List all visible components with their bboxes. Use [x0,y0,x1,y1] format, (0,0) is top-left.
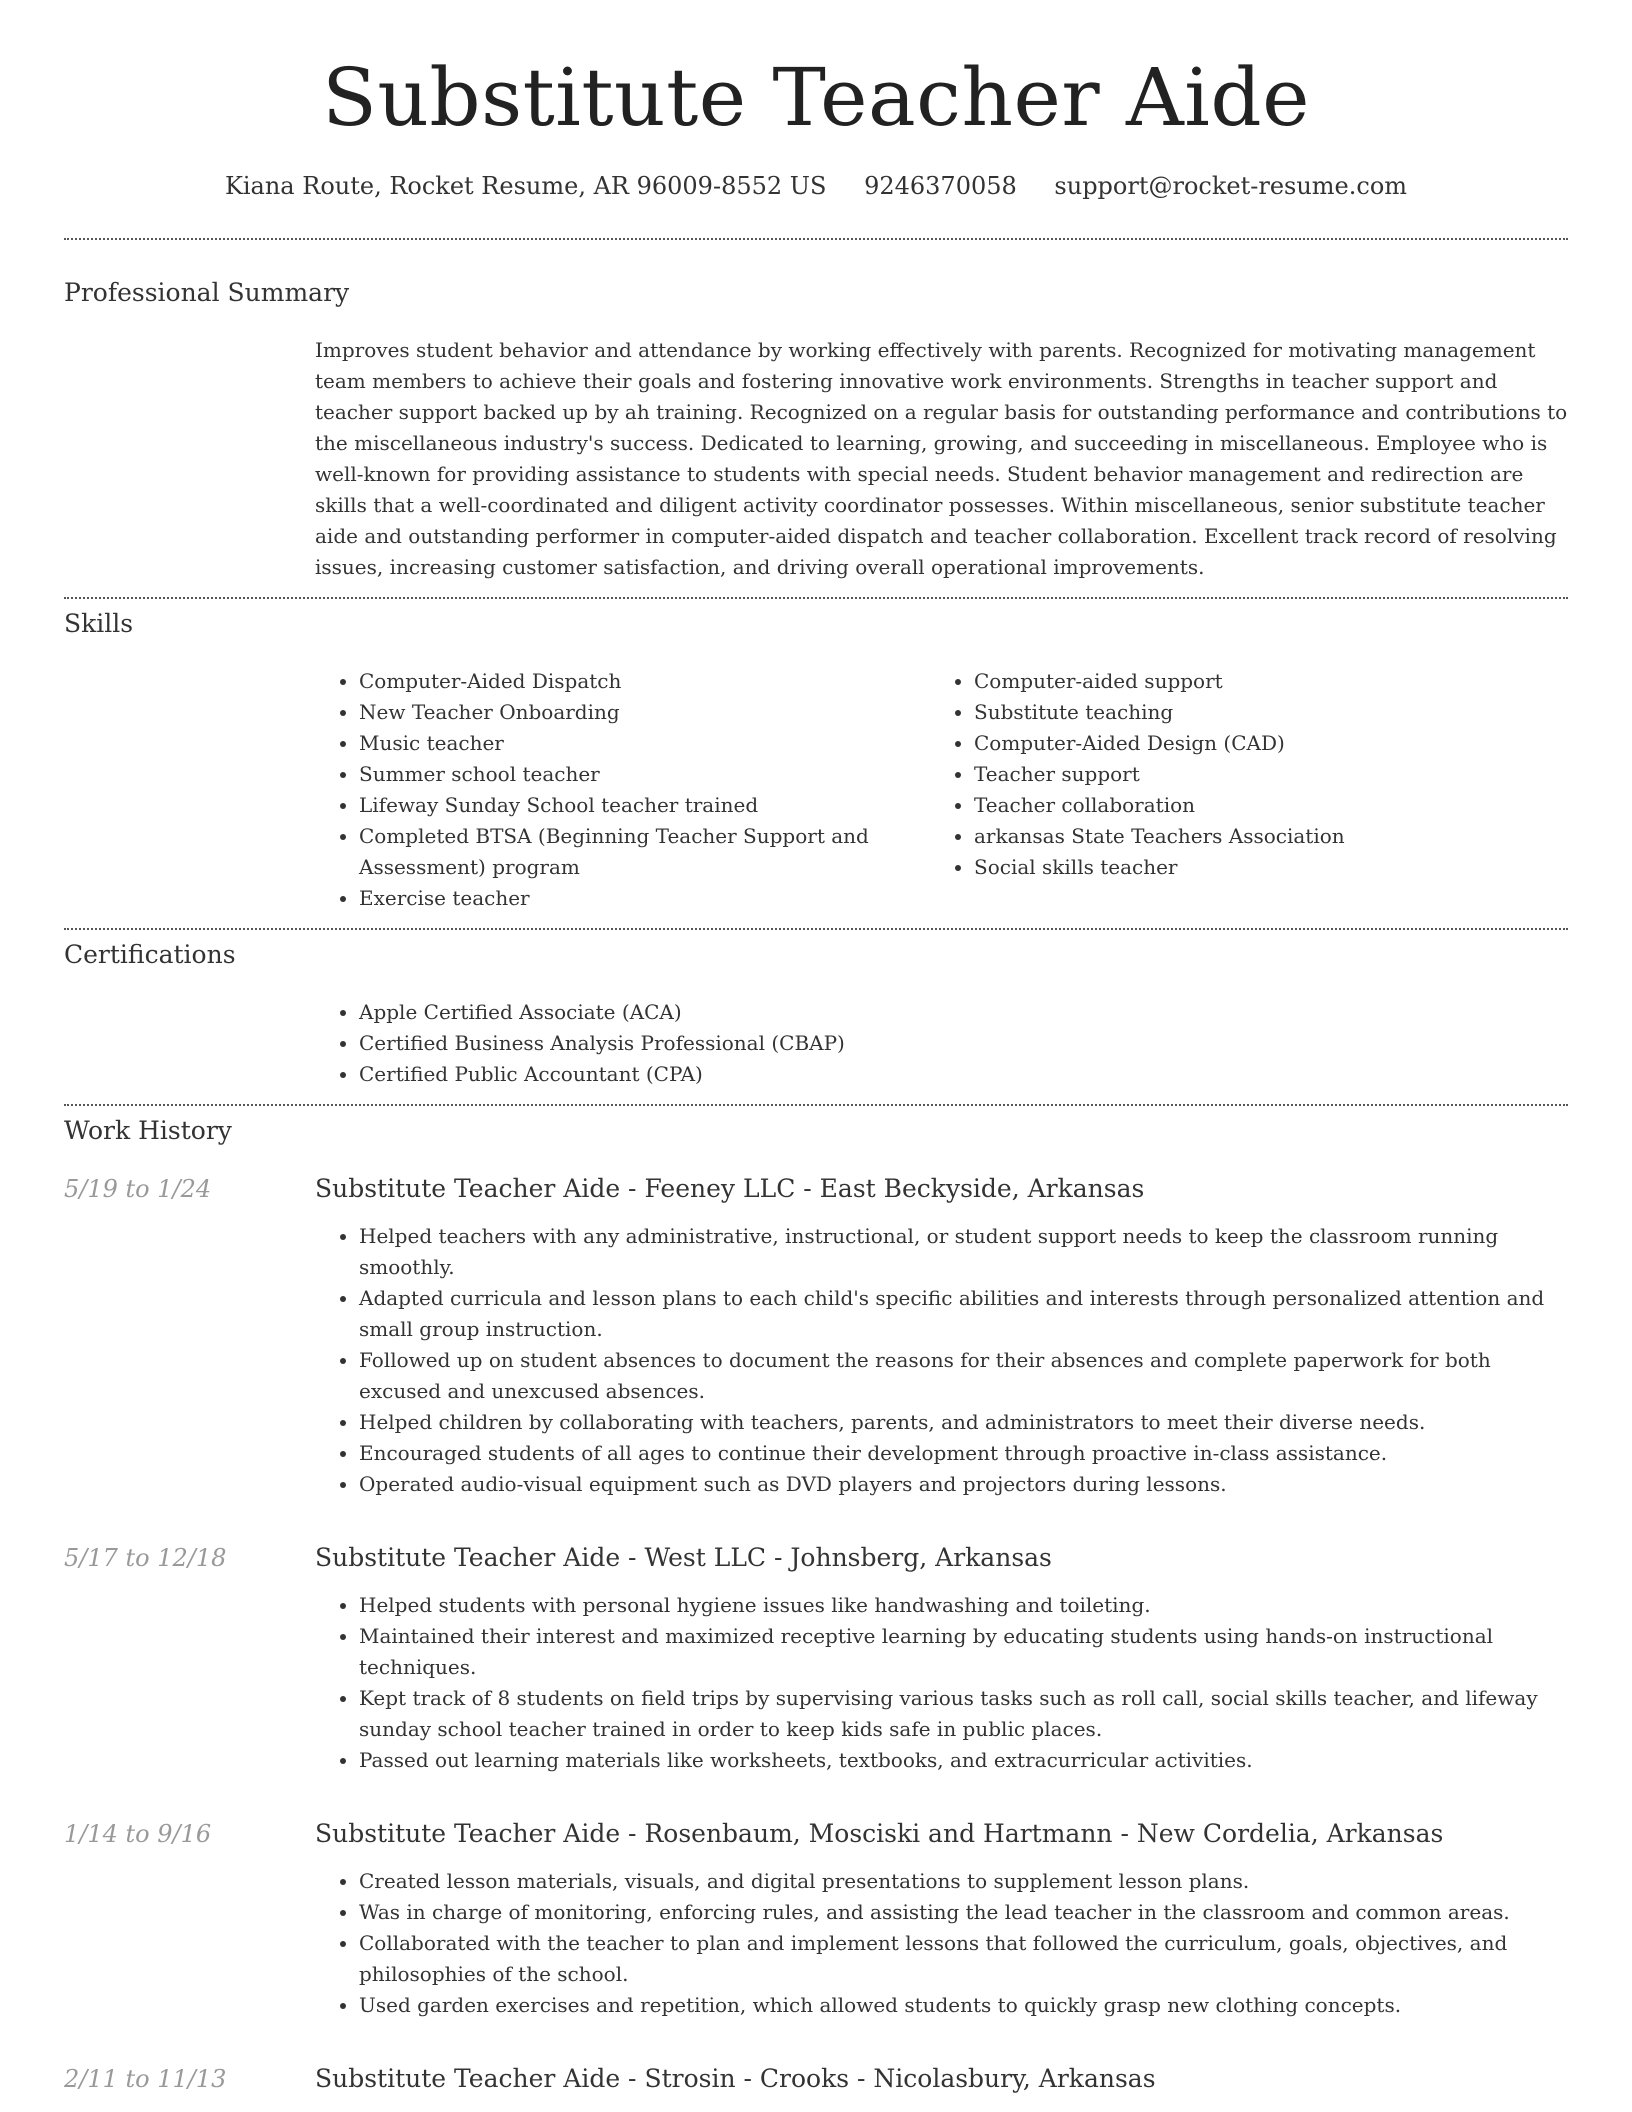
section-divider [64,238,1568,240]
job-bullet: • Used garden exercises and repetition, which allowed students to quickly grasp new clothing concepts. [359,1990,1568,2021]
skill-item: • Completed BTSA (Beginning Teacher Support and Assessment) program [359,821,930,883]
skills-section-title: Skills [64,609,134,638]
job-bullets [315,1866,1568,2021]
job-bullet: • Collaborated with the teacher to plan and implement lessons that followed the curriculum, goals, objectives, and philosophies of the school. [359,1928,1568,1990]
certification-item: • Certified Public Accountant (CPA) [359,1059,1568,1090]
section-divider [64,597,1568,599]
job-title: Substitute Teacher Aide - West LLC - Johnsberg, Arkansas [315,1543,1052,1572]
contact-address: Kiana Route, Rocket Resume, AR 96009-8552 US [224,172,827,200]
job-title: Substitute Teacher Aide - Feeney LLC - East Beckyside, Arkansas [315,1174,1145,1203]
job-dates: 5/17 to 12/18 [64,1544,227,1572]
job-bullet: • Kept track of 8 students on field trips by supervising various tasks such as roll call, social skills teacher, and lifeway sunday school teacher trained in order to keep kids safe in public places. [359,1683,1568,1745]
work-history-section-title: Work History [64,1116,232,1145]
job-title: Substitute Teacher Aide - Rosenbaum, Mosciski and Hartmann - New Cordelia, Arkansas [315,1819,1444,1848]
skill-item: • Substitute teaching [974,697,1545,728]
job-bullet: • Was in charge of monitoring, enforcing rules, and assisting the lead teacher in the classroom and common areas. [359,1897,1568,1928]
job-bullet: • Created lesson materials, visuals, and digital presentations to supplement lesson plans. [359,1866,1568,1897]
skill-item: • Teacher collaboration [974,790,1545,821]
skills-column-right [930,666,1545,914]
job-bullet: • Adapted curricula and lesson plans to each child's specific abilities and interests through personalized attention and small group instruction. [359,1283,1568,1345]
skill-item: • Computer-Aided Design (CAD) [974,728,1545,759]
certifications-list [315,997,1568,1090]
skill-item: • arkansas State Teachers Association [974,821,1545,852]
section-divider [64,928,1568,930]
job-dates: 2/11 to 11/13 [64,2065,227,2093]
contact-phone: 9246370058 [864,172,1017,200]
skill-item: • Teacher support [974,759,1545,790]
section-divider [64,1104,1568,1106]
certification-item: • Certified Business Analysis Professional (CBAP) [359,1028,1568,1059]
job-bullet: • Helped children by collaborating with teachers, parents, and administrators to meet their diverse needs. [359,1407,1568,1438]
resume-page [64,0,1568,2095]
contact-email: support@rocket-resume.com [1054,172,1408,200]
job-dates: 5/19 to 1/24 [64,1175,212,1203]
certifications-section-title: Certifications [64,940,236,969]
skills-column-left [315,666,930,914]
skill-item: • Music teacher [359,728,930,759]
job-bullet: • Passed out learning materials like worksheets, textbooks, and extracurricular activities. [359,1745,1568,1776]
skill-item: • Social skills teacher [974,852,1545,883]
job-bullets [315,1590,1568,1776]
job-bullet: • Operated audio-visual equipment such as DVD players and projectors during lessons. [359,1469,1568,1500]
job-dates: 1/14 to 9/16 [64,1820,212,1848]
job-title: Substitute Teacher Aide - Strosin - Crooks - Nicolasbury, Arkansas [315,2064,1156,2093]
job-bullet: • Helped students with personal hygiene issues like handwashing and toileting. [359,1590,1568,1621]
skill-item: • Lifeway Sunday School teacher trained [359,790,930,821]
job-bullets [315,1221,1568,1500]
summary-section-title: Professional Summary [64,278,350,307]
skill-item: • New Teacher Onboarding [359,697,930,728]
skill-item: • Computer-Aided Dispatch [359,666,930,697]
resume-name-heading: Substitute Teacher Aide [322,51,1310,144]
job-entry [64,1818,1568,2021]
job-bullet: • Maintained their interest and maximized receptive learning by educating students using hands-on instructional techniques. [359,1621,1568,1683]
job-bullet: • Followed up on student absences to document the reasons for their absences and complete paperwork for both excused and unexcused absences. [359,1345,1568,1407]
contact-line [64,172,1568,200]
skill-item: • Exercise teacher [359,883,930,914]
summary-text: Improves student behavior and attendance by working effectively with parents. Recognized for motivating management team members to achieve their goals and fostering innovative work environments. Strengths in teacher support and teacher support backed up by ah training. Recognized on a regular basis for outstanding performance and contributions to the miscellaneous industry's success. Dedicated to learning, growing, and succeeding in miscellaneous. Employee who is well-known for providing assistance to students with special needs. Student behavior management and redirection are skills that a well-coordinated and diligent activity coordinator possesses. Within miscellaneous, senior substitute teacher aide and outstanding performer in computer-aided dispatch and teacher collaboration. Excellent track record of resolving issues, increasing customer satisfaction, and driving overall operational improvements. [315,338,1568,579]
skill-item: • Summer school teacher [359,759,930,790]
certification-item: • Apple Certified Associate (ACA) [359,997,1568,1028]
job-entry [64,1542,1568,1776]
job-bullet: • Encouraged students of all ages to continue their development through proactive in-class assistance. [359,1438,1568,1469]
job-entry [64,2063,1568,2095]
skill-item: • Computer-aided support [974,666,1545,697]
job-bullet: • Helped teachers with any administrative, instructional, or student support needs to keep the classroom running smoothly. [359,1221,1568,1283]
job-entry [64,1173,1568,1500]
skills-list [315,666,1568,914]
